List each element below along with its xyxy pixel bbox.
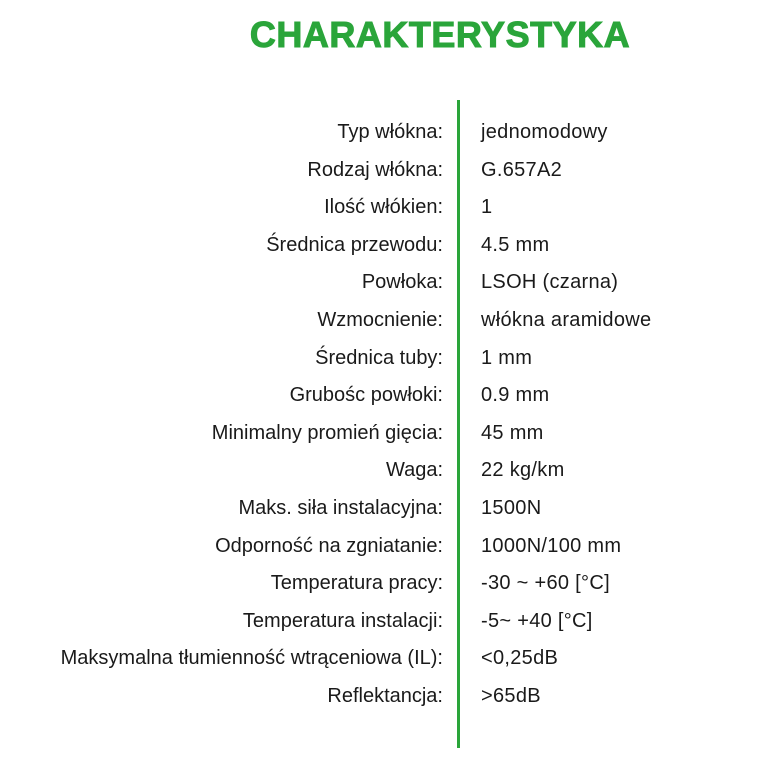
spec-row — [0, 529, 773, 567]
spec-value: 1500N — [481, 496, 542, 519]
spec-row — [0, 153, 773, 191]
spec-value: 1 — [481, 196, 493, 219]
spec-row — [0, 641, 773, 679]
spec-row — [0, 341, 773, 379]
spec-row — [0, 604, 773, 642]
spec-label: Grubośc powłoki: — [289, 384, 443, 407]
spec-value: >65dB — [481, 684, 541, 707]
spec-label: Maksymalna tłumienność wtrąceniowa (IL): — [60, 647, 443, 670]
spec-row — [0, 566, 773, 604]
spec-value: 1 mm — [481, 346, 533, 369]
page-title: CHARAKTERYSTYKA — [249, 14, 631, 55]
spec-label: Średnica przewodu: — [266, 233, 443, 256]
spec-label: Wzmocnienie: — [317, 308, 443, 331]
spec-label: Średnica tuby: — [315, 346, 443, 369]
spec-row — [0, 491, 773, 529]
spec-value: 22 kg/km — [481, 459, 565, 482]
spec-value: 4.5 mm — [481, 233, 550, 256]
spec-label: Temperatura instalacji: — [242, 609, 443, 632]
spec-value: 0.9 mm — [481, 384, 550, 407]
spec-label: Powłoka: — [361, 271, 443, 294]
spec-row — [0, 378, 773, 416]
spec-row — [0, 416, 773, 454]
spec-value: <0,25dB — [481, 647, 559, 670]
spec-label: Temperatura pracy: — [270, 572, 443, 595]
spec-row — [0, 228, 773, 266]
spec-value: -30 ~ +60 [°C] — [481, 572, 610, 595]
spec-row — [0, 190, 773, 228]
spec-label: Typ włókna: — [337, 121, 443, 143]
spec-label: Maks. siła instalacyjna: — [238, 496, 443, 519]
spec-value: -5~ +40 [°C] — [481, 609, 593, 632]
spec-value: 1000N/100 mm — [481, 534, 622, 557]
spec-label: Ilość włókien: — [324, 196, 443, 219]
spec-row — [0, 265, 773, 303]
spec-label: Odporność na zgniatanie: — [215, 534, 443, 557]
spec-row — [0, 679, 773, 717]
spec-row — [0, 303, 773, 341]
spec-value: 45 mm — [481, 421, 544, 444]
spec-table — [0, 115, 773, 717]
spec-label: Minimalny promień gięcia: — [211, 421, 443, 444]
spec-value: G.657A2 — [481, 158, 563, 181]
spec-value: LSOH (czarna) — [481, 271, 619, 294]
spec-label: Reflektancja: — [327, 684, 443, 707]
spec-row — [0, 453, 773, 491]
spec-label: Waga: — [385, 459, 443, 482]
spec-row — [0, 115, 773, 153]
spec-value: jednomodowy — [481, 121, 608, 143]
spec-label: Rodzaj włókna: — [307, 158, 443, 181]
spec-value: włókna aramidowe — [481, 308, 652, 331]
